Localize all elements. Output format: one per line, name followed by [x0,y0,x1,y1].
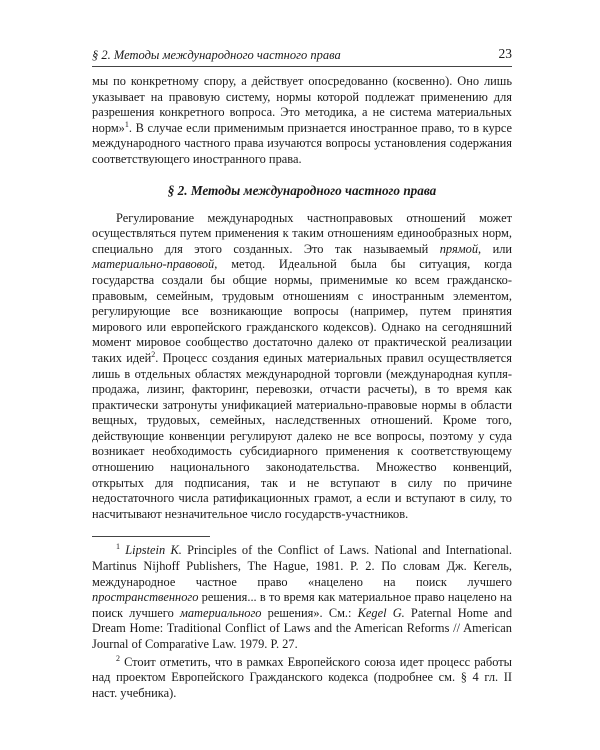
footnote-2-mark: 2 [116,653,120,663]
footnote-separator [92,536,210,537]
para-text-4: . Процесс создания единых материальных правил осуществляется лишь в отдельных областях международной торговли (международная купля-продажа, лизинг, факторинг, перевозки, отчасти расчеты), в то время как практически затронуты унификацией материально-правовые нормы в области вещных, трудовых, семейных, наследственных отношений. Кроме того, действующие конвенции регулируют далеко не все вопросы, поэтому у суда возникает необходимость субсидиарного применения к соответствующему отношению национального законодательства. Множество конвенций, открытых для подписания, так и не вступают в силу по причине недостаточного числа ратификационных грамот, а если и вступают в силу, то насчитывают незначительное число государств-участников. [92,350,513,521]
footnote-ref-1[interactable]: 1 [124,119,129,129]
footnote-1 [92,543,512,652]
footnote-1-author-2: Kegel G. [357,605,405,620]
footnote-1-author-1: Lipstein K. [125,543,182,558]
footnote-2-text: Стоит отметить, что в рамках Европейского союза идет процесс работы над проектом Европейского Гражданского кодекса (подробнее см. § 4 гл. II наст. учебника). [92,654,512,700]
footnote-2 [92,655,512,702]
para-text-1: Регулирование международных частноправовых отношений может осуществляться путем применения к таким отношениям единообразных норм, специально для этого созданных. Это так называемый [92,210,512,256]
intro-text-1: мы по конкретному спору, а действует опосредованно (косвенно). Оно лишь указывает на правовую систему, нормы которой подлежат применению для разрешения конкретного вопроса. Это методика, а не система материальных норм» [92,74,512,135]
footnote-ref-2[interactable]: 2 [151,349,156,359]
intro-text-2: . В случае если применимым признается иностранное право, то в курсе международного частного права изучаются вопросы установления содержания соответствующего иностранного права. [92,120,512,166]
page-body [92,74,512,701]
methods-paragraph [92,211,512,523]
running-title: § 2. Методы международного частного права [92,48,341,62]
footnote-1-italic-2: материального [179,605,262,620]
para-text-3: , метод. Идеальной была бы ситуация, когда государства создали бы общие нормы, применимые ко всем гражданско-правовым, семейным, трудовым отношениям с иностранным элементом, регулирующие все возникающие вопросы (например, путем принятия мирового или европейского гражданского кодексов). Однако на сегодняшний момент мировое сообщество достаточно далеко от практической реализации таких идей [92,257,512,365]
footnote-1-text-3: решения». См.: [261,605,358,620]
footnote-1-text-1: Principles of the Conflict of Laws. National and International. Martinus Nijhoff Publishers, The Hague, 1981. P. 2. По словам Дж. Кегель, международное частное право «нацелено на поиск лучшего [92,543,513,589]
para-text-2: , или [478,241,513,256]
footnote-1-mark: 1 [116,542,120,552]
term-direct: прямой [439,241,479,256]
term-material-legal: материально-правовой [92,257,215,272]
footnote-1-italic-1: пространственного [92,590,199,605]
footnote-1-text-4: Paternal Home and Dream Home: Traditional Conflict of Laws and the American Reforms // American Journal of Comparative Law. 1979. P. 27. [92,605,513,651]
running-header [92,42,512,67]
page-number: 23 [498,46,512,61]
intro-paragraph [92,74,512,168]
footnote-1-text-2: решения... в то время как материальное право нацелено на поиск лучшего [92,590,512,620]
section-heading: § 2. Методы международного частного права [167,182,437,198]
